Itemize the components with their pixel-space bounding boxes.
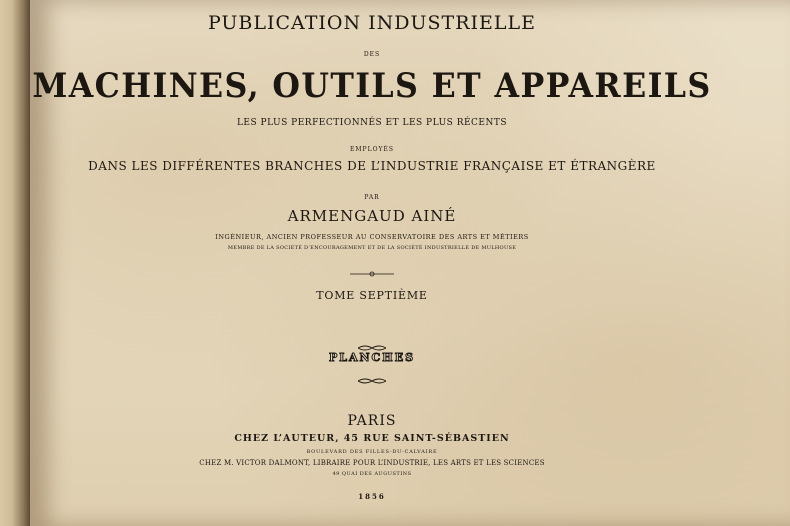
des-text: DES xyxy=(363,51,381,58)
author-membership: MEMBRE DE LA SOCIÉTÉ D’ENCOURAGEMENT ET DE LA SOCIÉTÉ INDUSTRIELLE DE MULHOUSE xyxy=(227,245,517,251)
volume-label: TOME SEPTIÈME xyxy=(316,289,428,302)
planches-label: PLANCHES xyxy=(328,351,416,364)
boulevard-text: BOULEVARD DES FILLES-DU-CALVAIRE xyxy=(306,449,438,455)
branches-text: DANS LES DIFFÉRENTES BRANCHES DE L’INDUSTRIE FRANÇAISE ET ÉTRANGÈRE xyxy=(88,159,656,173)
main-title: MACHINES, OUTILS ET APPAREILS xyxy=(32,66,712,106)
city-name: PARIS xyxy=(347,413,397,429)
par-text: PAR xyxy=(364,194,380,201)
publication-heading: PUBLICATION INDUSTRIELLE xyxy=(207,12,537,34)
title-page xyxy=(30,0,790,526)
subtitle: LES PLUS PERFECTIONNÉS ET LES PLUS RÉCENTS xyxy=(236,118,508,128)
publication-year: 1856 xyxy=(358,492,386,501)
quai-text: 49 QUAI DES AUGUSTINS xyxy=(332,471,412,477)
author-address: CHEZ L’AUTEUR, 45 RUE SAINT-SÉBASTIEN xyxy=(234,433,510,444)
author-name: ARMENGAUD AINÉ xyxy=(287,207,457,225)
author-role: INGÉNIEUR, ANCIEN PROFESSEUR AU CONSERVATOIRE DES ARTS ET MÉTIERS xyxy=(215,233,529,241)
employes-text: EMPLOYÉS xyxy=(350,146,394,153)
ornament-flourish-bottom xyxy=(0,370,752,389)
ornament-divider xyxy=(0,263,752,282)
publisher-line: CHEZ M. VICTOR DALMONT, LIBRAIRE POUR L’INDUSTRIE, LES ARTS ET LES SCIENCES xyxy=(199,459,545,467)
